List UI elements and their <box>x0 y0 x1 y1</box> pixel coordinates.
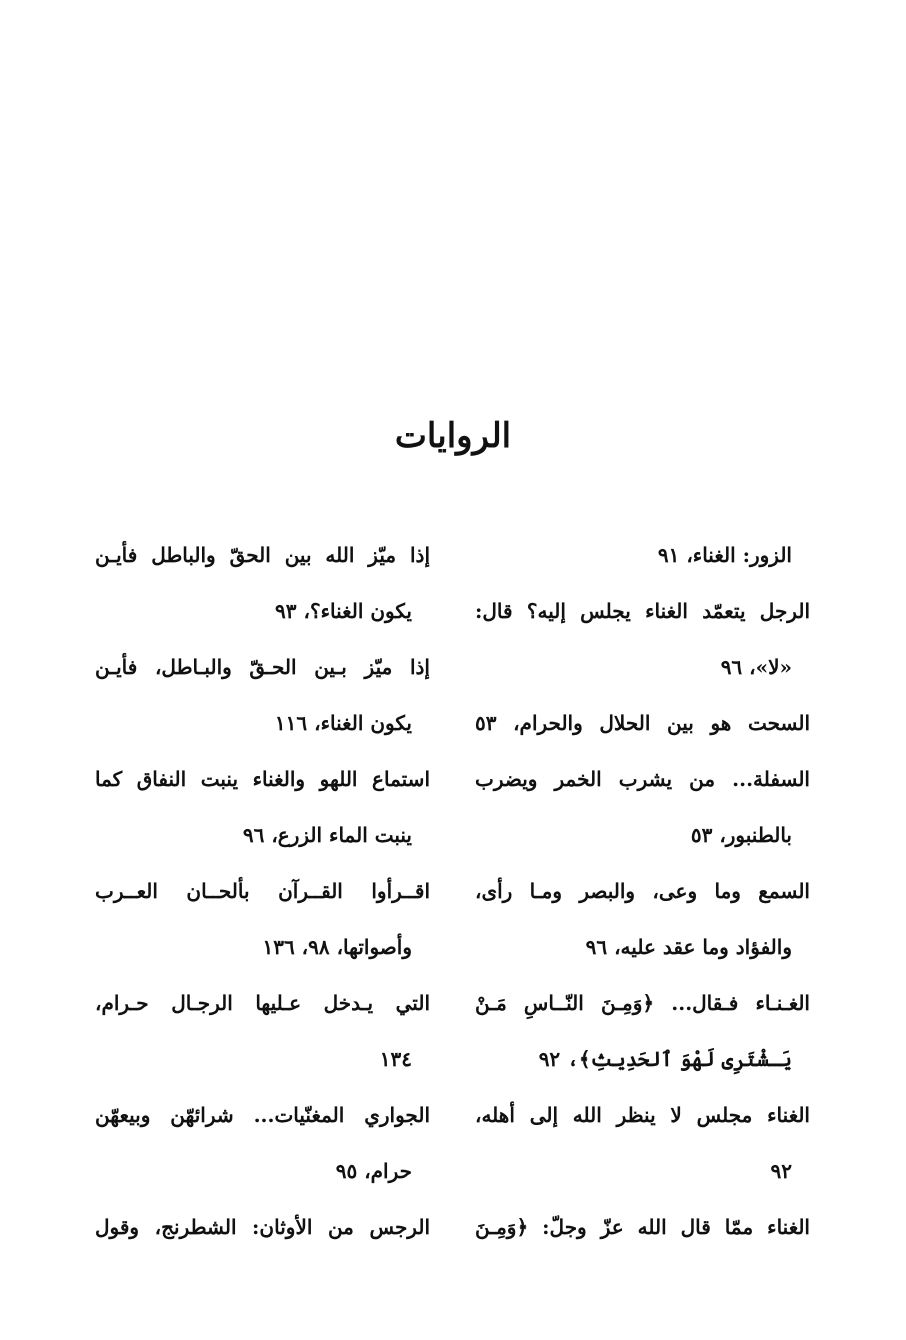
index-line: الجواري المغنّيات... شرائهّن وبيعهّن <box>95 1103 430 1127</box>
index-line: يَـشْتَرِى لَهْوَ ٱلحَدِيثِ﴾، ٩٢ <box>538 1047 792 1071</box>
index-line: التي يـدخل عـليها الرجـال حـرام، <box>95 991 430 1015</box>
index-line: ٩٢ <box>770 1159 792 1183</box>
index-line: استماع اللهو والغناء ينبت النفاق كما <box>95 767 430 791</box>
index-line: يكون الغناء، ١١٦ <box>274 711 412 735</box>
index-line: الرجل يتعمّد الغناء يجلس إليه؟ قال: <box>475 599 810 623</box>
index-line: السحت هو بين الحلال والحرام، ٥٣ <box>475 711 810 735</box>
index-line: اقــرأوا القــرآن بألحــان العــرب <box>95 879 430 903</box>
column-left <box>475 527 810 1255</box>
index-line: الغناء ممّا قال الله عزّ وجلّ: ﴿وَمِـنَ <box>475 1215 810 1239</box>
index-line: وأصواتها، ٩٨، ١٣٦ <box>262 935 412 959</box>
index-line: إذا ميّز الله بين الحقّ والباطل فأيـن <box>95 543 430 567</box>
column-right <box>95 527 430 1255</box>
index-line: الغـنـاء فـقال... ﴿وَمِـنَ النّــاسِ مَـنْ <box>475 991 810 1015</box>
page-title: الروايات <box>394 416 512 456</box>
index-line: «لا»، ٩٦ <box>720 655 792 679</box>
index-line: بالطنبور، ٥٣ <box>690 823 792 847</box>
index-line: ينبت الماء الزرع، ٩٦ <box>242 823 412 847</box>
index-line: يكون الغناء؟، ٩٣ <box>275 599 412 623</box>
index-line: السمع وما وعى، والبصر ومـا رأى، <box>475 879 810 903</box>
index-line: والفؤاد وما عقد عليه، ٩٦ <box>585 935 792 959</box>
index-line: ١٣٤ <box>379 1047 412 1071</box>
index-line: إذا ميّز بـين الحـقّ والبـاطل، فأيـن <box>95 655 430 679</box>
index-line: الزور: الغناء، ٩١ <box>657 543 792 567</box>
index-line: حرام، ٩٥ <box>335 1159 412 1183</box>
index-line: السفلة... من يشرب الخمر ويضرب <box>475 767 810 791</box>
index-line: الرجس من الأوثان: الشطرنج، وقول <box>95 1215 430 1239</box>
index-line: الغناء مجلس لا ينظر الله إلى أهله، <box>475 1103 810 1127</box>
